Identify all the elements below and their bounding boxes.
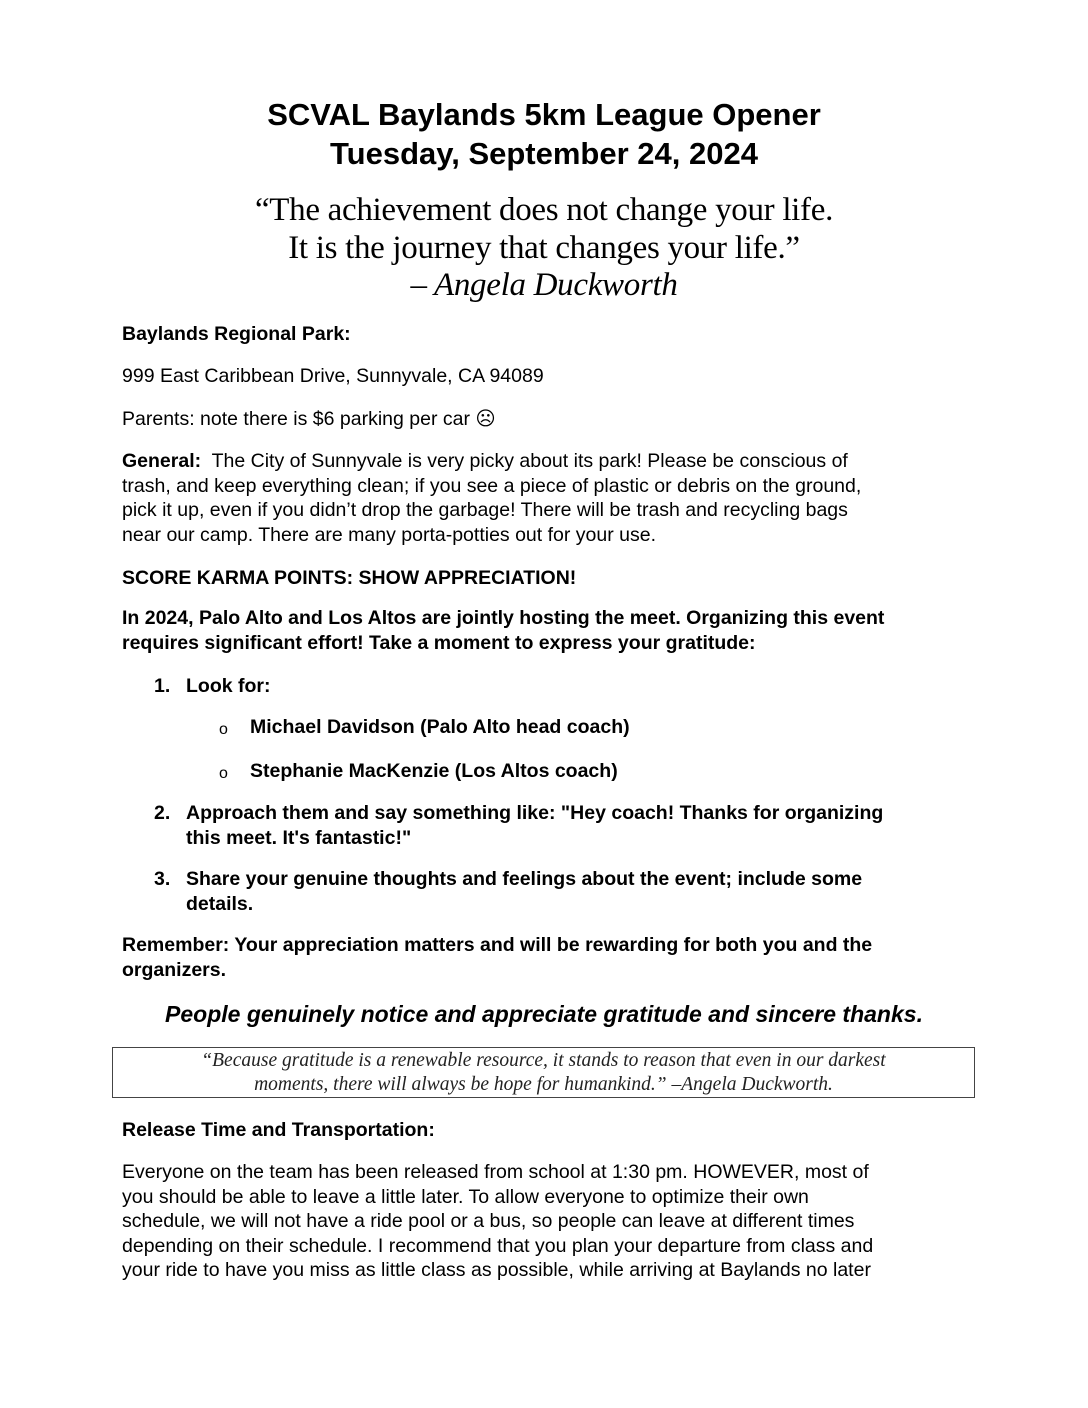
general-line-1 <box>122 449 972 474</box>
general-line-4: near our camp. There are many porta-potties out for your use. <box>122 523 656 546</box>
step-3-line-1: Share your genuine thoughts and feelings about the event; include some <box>186 868 863 890</box>
general-label: General: <box>122 450 202 472</box>
gratitude-emphasis: People genuinely notice and appreciate gratitude and sincere thanks. <box>165 1001 923 1027</box>
bullet-marker: o <box>219 765 228 782</box>
quote-attribution: – Angela Duckworth <box>410 267 678 303</box>
step-2-line-2: this meet. It's fantastic!" <box>186 826 412 849</box>
general-line-3: pick it up, even if you didn’t drop the garbage! There will be trash and recycling bags <box>122 499 848 521</box>
step-number-1: 1. <box>154 675 171 697</box>
general-text: The City of Sunnyvale is very picky about its park! Please be conscious of <box>211 450 848 472</box>
page-subtitle-date: Tuesday, September 24, 2024 <box>330 136 758 171</box>
quote-line-1: “The achievement does not change your life. <box>254 192 834 228</box>
general-line-2: trash, and keep everything clean; if you see a piece of plastic or debris on the ground, <box>122 474 862 497</box>
step-number-2: 2. <box>154 802 171 824</box>
release-heading: Release Time and Transportation: <box>122 1119 435 1141</box>
quote-line-2: It is the journey that changes your life.” <box>288 230 800 266</box>
remember-line-1: Remember: Your appreciation matters and will be rewarding for both you and the <box>122 934 873 956</box>
karma-intro-line-1: In 2024, Palo Alto and Los Altos are jointly hosting the meet. Organizing this event <box>122 607 885 629</box>
location-address: 999 East Caribbean Drive, Sunnyvale, CA 94089 <box>122 365 544 387</box>
parking-note: Parents: note there is $6 parking per car ☹ <box>122 408 496 430</box>
boxed-quote <box>112 1047 975 1098</box>
remember-line-2: organizers. <box>122 958 227 981</box>
step-3-line-2: details. <box>186 892 254 915</box>
release-line-4: depending on their schedule. I recommend that you plan your departure from class and <box>122 1234 874 1257</box>
boxed-quote-line-2: moments, there will always be hope for humankind.” –Angela Duckworth. <box>254 1074 833 1095</box>
person-michael-davidson: Michael Davidson (Palo Alto head coach) <box>250 716 630 738</box>
release-line-2: you should be able to leave a little later. To allow everyone to optimize their own <box>122 1185 809 1208</box>
release-line-1: Everyone on the team has been released from school at 1:30 pm. HOWEVER, most of <box>122 1161 869 1183</box>
karma-intro-line-2: requires significant effort! Take a moment to express your gratitude: <box>122 631 756 654</box>
boxed-quote-line-1: “Because gratitude is a renewable resource, it stands to reason that even in our darkest <box>201 1050 886 1071</box>
step-2-line-1: Approach them and say something like: "Hey coach! Thanks for organizing <box>186 802 884 824</box>
release-line-5: your ride to have you miss as little class as possible, while arriving at Baylands no later <box>122 1259 871 1281</box>
release-line-3: schedule, we will not have a ride pool or a bus, so people can leave at different times <box>122 1210 855 1232</box>
bullet-marker: o <box>219 721 228 738</box>
step-number-3: 3. <box>154 868 171 890</box>
location-heading: Baylands Regional Park: <box>122 323 351 345</box>
step-1-text: Look for: <box>186 675 271 697</box>
karma-heading: SCORE KARMA POINTS: SHOW APPRECIATION! <box>122 567 577 589</box>
person-stephanie-mackenzie: Stephanie MacKenzie (Los Altos coach) <box>250 760 618 782</box>
page-title: SCVAL Baylands 5km League Opener <box>267 97 821 132</box>
